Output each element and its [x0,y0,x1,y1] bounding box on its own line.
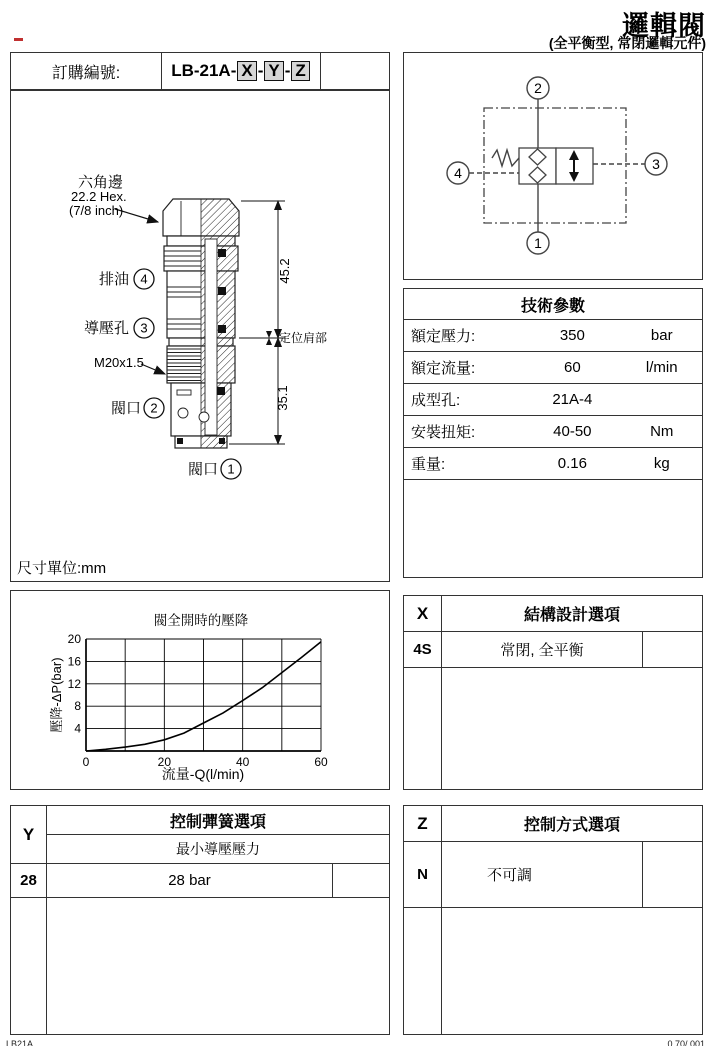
tech-row-label: 安裝扭矩: [411,424,476,441]
hydraulic-symbol [404,53,702,279]
x-options-table [403,595,703,790]
z-table-code: Z [404,806,442,841]
port3-number: 3 [140,320,148,336]
footer-left-text: LB21A [6,1039,34,1046]
x-table-empty-left [404,668,442,789]
hex-label: 六角邊 [78,174,124,191]
z-row-empty-cell [642,842,702,907]
tech-row-value: 60 [564,359,581,376]
order-code-sep2: - [284,61,291,80]
y-table-title: 控制彈簧選項 [47,806,389,835]
chart-xtick: 0 [82,755,90,769]
x-table-empty-area [404,668,702,789]
tech-row-unit: Nm [650,423,674,440]
y-row-code: 28 [11,864,47,897]
x-table-header [404,596,702,632]
symbol-port4-number: 4 [454,165,462,181]
x-row-code: 4S [404,632,442,667]
z-row-desc: 不可調 [487,867,533,884]
thread-leader-arrow [141,364,165,374]
tech-row-value: 21A-4 [552,391,593,408]
thread-label: M20x1.5 [94,355,144,370]
order-code-x: X [237,61,256,81]
hydraulic-symbol-box [403,52,703,280]
table-row [404,632,702,668]
x-table-title: 結構設計選項 [523,607,620,624]
y-table-subtitle: 最小導壓壓力 [176,841,260,857]
order-code [162,53,321,89]
page-subtitle: (全平衡型, 常閉邏輯元件) [548,35,706,51]
y-options-table [10,805,390,1035]
hex-inch-label: (7/8 inch) [69,203,124,218]
valve-port1-label: 閥口 [188,461,219,478]
port1-number: 1 [227,461,235,477]
y-table-empty-left [11,898,47,1034]
chart-ytick: 12 [67,676,81,691]
chart-ytick: 20 [67,632,81,646]
valve-port2-label: 閥口 [111,400,142,417]
tech-params-title: 技術參數 [404,289,702,320]
tech-row-value: 40-50 [553,423,592,440]
x-row-empty-cell [642,632,702,667]
chart-ytick: 8 [74,699,81,714]
order-number-table [10,52,390,90]
shoulder-arrow-top [266,331,272,338]
shoulder-arrow-bottom [266,338,272,345]
order-code-z: Z [291,61,309,81]
drain-port-label: 排油 [99,271,130,288]
port4-number: 4 [140,271,148,287]
tech-params-table [403,288,703,578]
symbol-body [519,148,593,184]
pressure-drop-chart-svg [11,591,389,789]
chart-ylabel: 壓降-ΔP(bar) [49,657,64,733]
pressure-drop-chart [10,590,390,790]
y-table-empty-area [11,898,389,1034]
symbol-port1-number: 1 [534,235,542,251]
valve-cross-section-box [10,90,390,582]
port2-number: 2 [150,400,158,416]
page-title: 邏輯閥 [622,11,706,41]
z-table-header [404,806,702,842]
dim-35-1: 35.1 [275,385,290,411]
order-code-sep1: - [257,61,264,80]
hex-size-label: 22.2 Hex. [71,189,127,204]
symbol-port2-number: 2 [534,80,542,96]
valve-bore [205,239,217,435]
chart-ytick: 4 [74,721,81,736]
tech-row-unit: kg [653,455,670,472]
y-row-empty-cell [332,864,389,897]
x-table-code: X [404,596,442,631]
y-table-header [11,806,389,864]
table-row [404,448,702,480]
shoulder-label: 定位肩部 [279,331,328,345]
z-table-empty-left [404,908,442,1034]
chart-ytick: 16 [67,654,81,669]
tech-row-label: 重量: [411,456,446,473]
x-row-desc: 常閉, 全平衡 [500,642,584,659]
unit-note: 尺寸單位:mm [17,560,107,577]
red-mark [14,38,23,41]
z-table-title: 控制方式選項 [523,817,620,834]
tech-row-label: 額定壓力: [411,328,476,345]
table-row [11,864,389,898]
footer-right-text: 0.70/.001 [667,1039,705,1046]
tech-row-label: 額定流量: [411,360,476,377]
y-row-desc: 28 bar [168,872,211,889]
order-empty-cell [321,53,389,89]
z-options-table [403,805,703,1035]
spring-symbol [492,150,519,166]
chart-xtick: 40 [235,755,250,769]
table-row [404,416,702,448]
dim-45-2: 45.2 [277,258,292,284]
tech-row-unit: bar [650,327,673,344]
tech-row-value: 0.16 [557,455,587,472]
order-number-label: 訂購編號: [11,53,162,89]
y-table-code: Y [11,806,47,863]
symbol-port3-number: 3 [652,156,660,172]
chart-xtick: 20 [157,755,172,769]
chart-title: 閥全開時的壓降 [153,613,249,628]
order-code-y: Y [264,61,283,81]
pilot-port-label: 導壓孔 [84,320,130,337]
chart-xlabel: 流量-Q(l/min) [161,766,245,782]
table-row [404,842,702,908]
table-row [404,320,702,352]
table-row [404,352,702,384]
valve-cross-section-drawing [11,91,389,581]
chart-xtick: 60 [314,755,328,769]
z-table-empty-area [404,908,702,1034]
z-row-code: N [404,842,442,907]
table-row [404,384,702,416]
tech-row-value: 350 [559,327,585,344]
tech-row-label: 成型孔: [411,392,461,409]
order-code-prefix: LB-21A- [171,61,237,80]
tech-row-unit: l/min [645,359,678,376]
